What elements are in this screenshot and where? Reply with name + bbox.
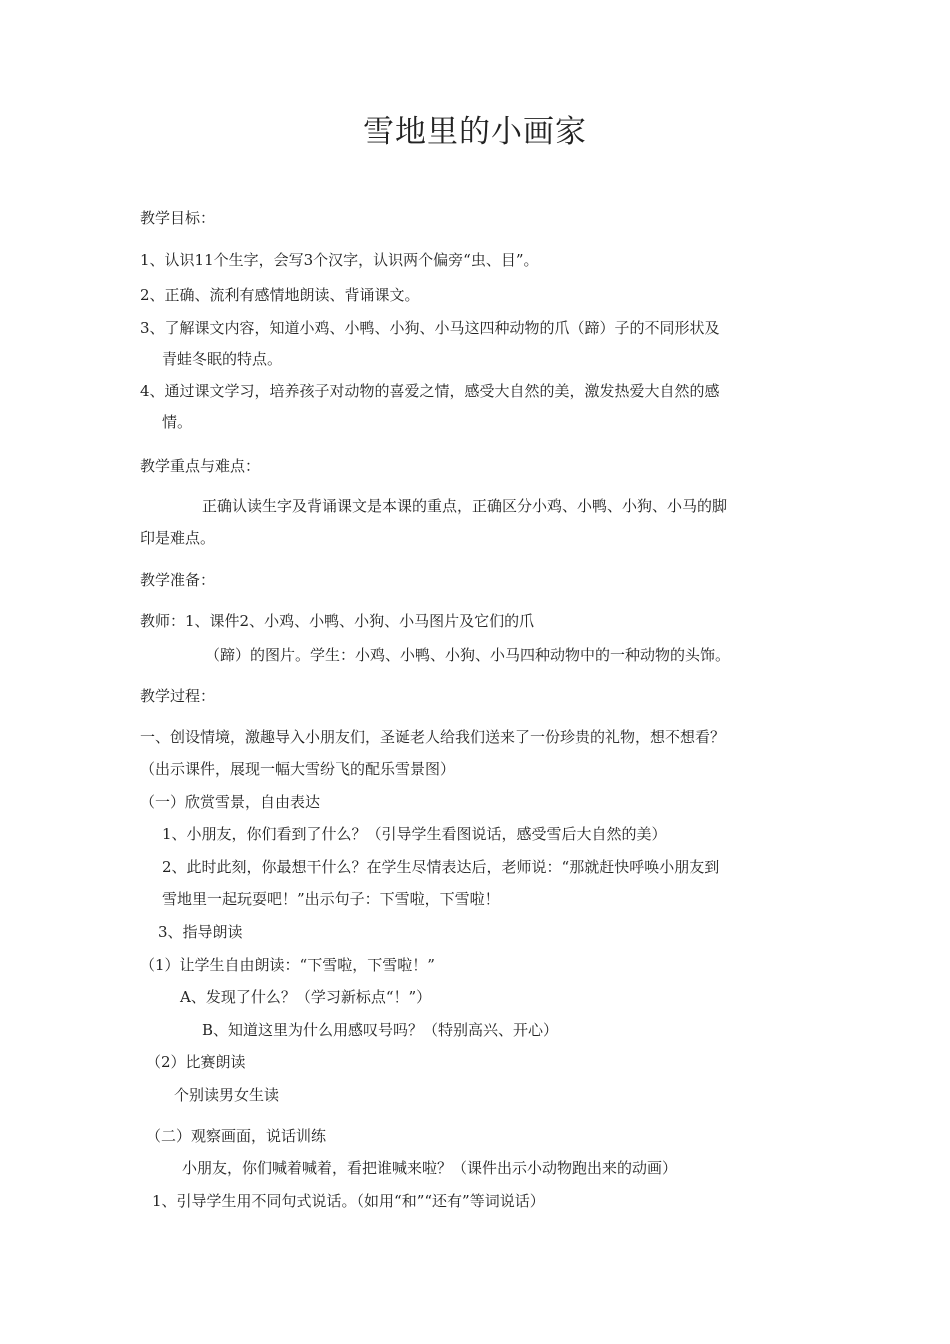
text-line: （出示课件，展现一幅大雪纷飞的配乐雪景图） [140,760,456,778]
text-line: 雪地里一起玩耍吧！”出示句子：下雪啦，下雪啦！ [162,890,500,908]
text-line: 情。 [162,413,193,431]
text-line: 教师：1、课件2、小鸡、小鸭、小狗、小马图片及它们的爪 [140,612,535,630]
text-line: 一、创设情境，激趣导入小朋友们，圣诞老人给我们送来了一份珍贵的礼物，想不想看？ [140,728,726,746]
text-line: 正确认读生字及背诵课文是本课的重点，正确区分小鸡、小鸭、小狗、小马的脚 [202,497,728,515]
text-line: B、知道这里为什么用感叹号吗？（特别高兴、开心） [202,1021,559,1039]
text-line: 青蛙冬眠的特点。 [162,350,283,368]
text-line: 个别读男女生读 [174,1086,280,1104]
text-line: 2、此时此刻，你最想干什么？在学生尽情表达后，老师说：“那就赶快呼唤小朋友到 [162,858,720,876]
text-line: （2）比赛朗读 [146,1053,246,1071]
text-line: 印是难点。 [140,529,216,547]
text-line: （蹄）的图片。学生：小鸡、小鸭、小狗、小马四种动物中的一种动物的头饰。 [205,646,731,664]
document-title: 雪地里的小画家 [363,114,587,150]
text-line: （二）观察画面，说话训练 [146,1127,327,1145]
text-line: 2、正确、流利有感情地朗读、背诵课文。 [140,286,420,304]
text-line: 3、指导朗读 [158,923,243,941]
text-line: A、发现了什么？（学习新标点“！”） [180,988,432,1006]
section-heading-process: 教学过程： [140,687,216,705]
text-line: 1、小朋友，你们看到了什么？（引导学生看图说话，感受雪后大自然的美） [162,825,667,843]
text-line: 小朋友，你们喊着喊着，看把谁喊来啦？（课件出示小动物跑出来的动画） [182,1159,678,1177]
text-line: （一）欣赏雪景，自由表达 [140,793,321,811]
text-line: 1、引导学生用不同句式说话。（如用“和”“还有”等词说话） [152,1192,545,1210]
section-heading-preparation: 教学准备： [140,571,216,589]
text-line: 3、了解课文内容，知道小鸡、小鸭、小狗、小马这四种动物的爪（蹄）子的不同形状及 [140,319,720,337]
text-line: 1、认识11个生字，会写3个汉字，认识两个偏旁“虫、目”。 [140,251,539,269]
text-line: 4、通过课文学习，培养孩子对动物的喜爱之情，感受大自然的美，激发热爱大自然的感 [140,382,720,400]
text-line: （1）让学生自由朗读：“下雪啦，下雪啦！” [140,956,435,974]
section-heading-key-points: 教学重点与难点： [140,457,261,475]
section-heading-objectives: 教学目标： [140,209,216,227]
